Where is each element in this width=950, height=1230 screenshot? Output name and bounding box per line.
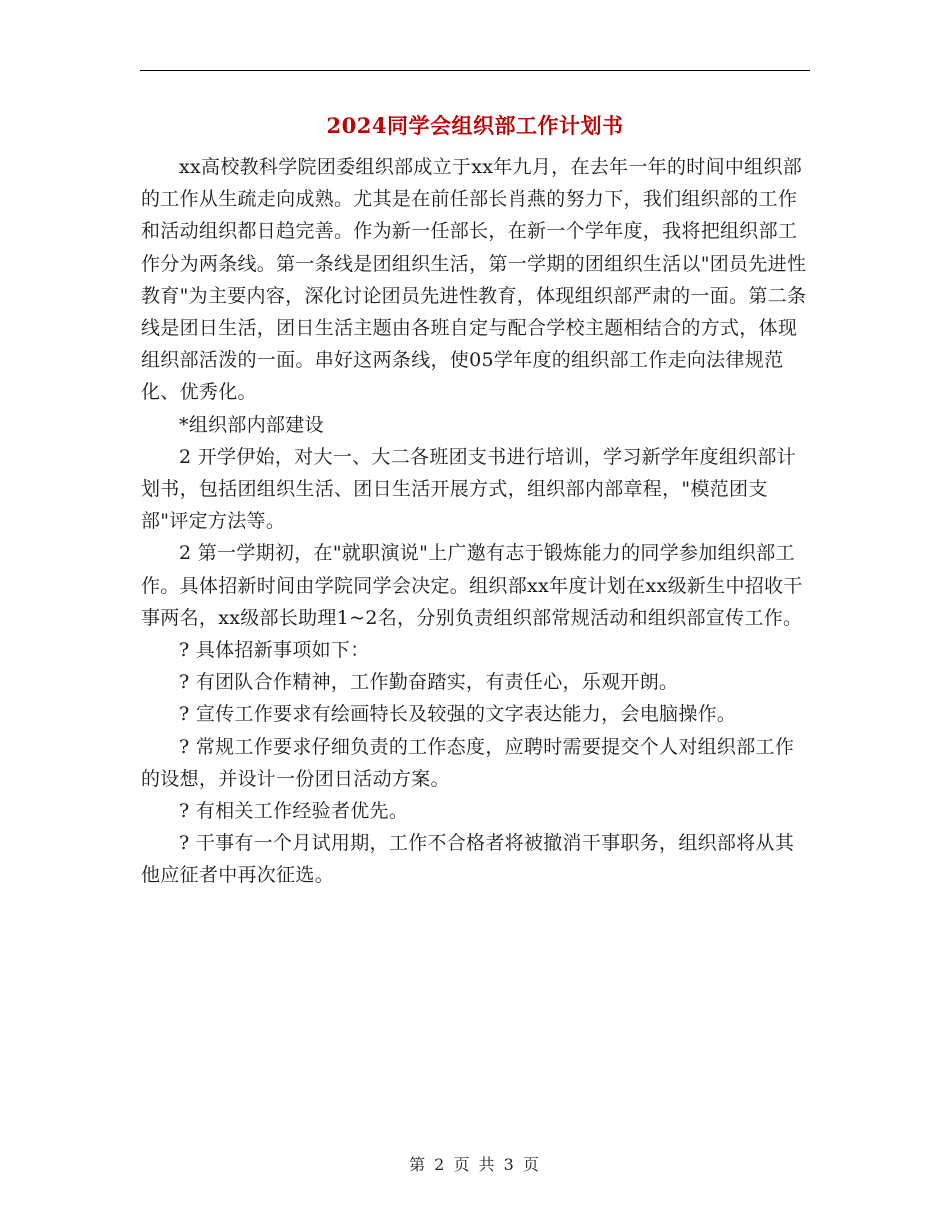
list-item: ? 具体招新事项如下： <box>179 639 370 662</box>
section-heading: *组织部内部建设 <box>179 413 324 436</box>
document-title: 2024同学会组织部工作计划书 <box>326 113 624 138</box>
list-item: ? 干事有一个月试用期，工作不合格者将被撤消干事职务，组织部将从其他应征者中再次征选。 <box>141 832 795 887</box>
page-number: 第 2 页 共 3 页 <box>409 1155 541 1174</box>
list-item: ? 宣传工作要求有绘画特长及较强的文字表达能力，会电脑操作。 <box>179 703 737 726</box>
list-item: ? 有团队合作精神，工作勤奋踏实，有责任心，乐观开朗。 <box>179 671 679 694</box>
list-item: ? 常规工作要求仔细负责的工作态度，应聘时需要提交个人对组织部工作的设想，并设计一份团日活动方案。 <box>141 735 795 790</box>
list-item: ? 有相关工作经验者优先。 <box>179 800 409 823</box>
document-body <box>141 151 811 892</box>
list-item: 2 第一学期初，在"就职演说"上广邀有志于锻炼能力的同学参加组织部工作。具体招新时间由学院同学会决定。组织部xx年度计划在xx级新生中招收干事两名，xx级部长助理1~2名，分别负责组织部常规活动和组织部宣传工作。 <box>141 542 803 629</box>
list-item: 2 开学伊始，对大一、大二各班团支书进行培训，学习新学年度组织部计划书，包括团组织生活、团日生活开展方式，组织部内部章程，"模范团支部"评定方法等。 <box>141 445 797 533</box>
intro-paragraph: xx高校教科学院团委组织部成立于xx年九月，在去年一年的时间中组织部的工作从生疏走向成熟。尤其是在前任部长肖燕的努力下，我们组织部的工作和活动组织都日趋完善。作为新一任部长，在新一个学年度，我将把组织部工作分为两条线。第一条线是团组织生活，第一学期的团组织生活以"团员先进性教育"为主要内容，深化讨论团员先进性教育，体现组织部严肃的一面。第二条线是团日生活，团日生活主题由各班自定与配合学校主题相结合的方式，体现组织部活泼的一面。串好这两条线，使05学年度的组织部工作走向法律规范化、优秀化。 <box>141 156 807 404</box>
header-rule <box>140 70 810 71</box>
